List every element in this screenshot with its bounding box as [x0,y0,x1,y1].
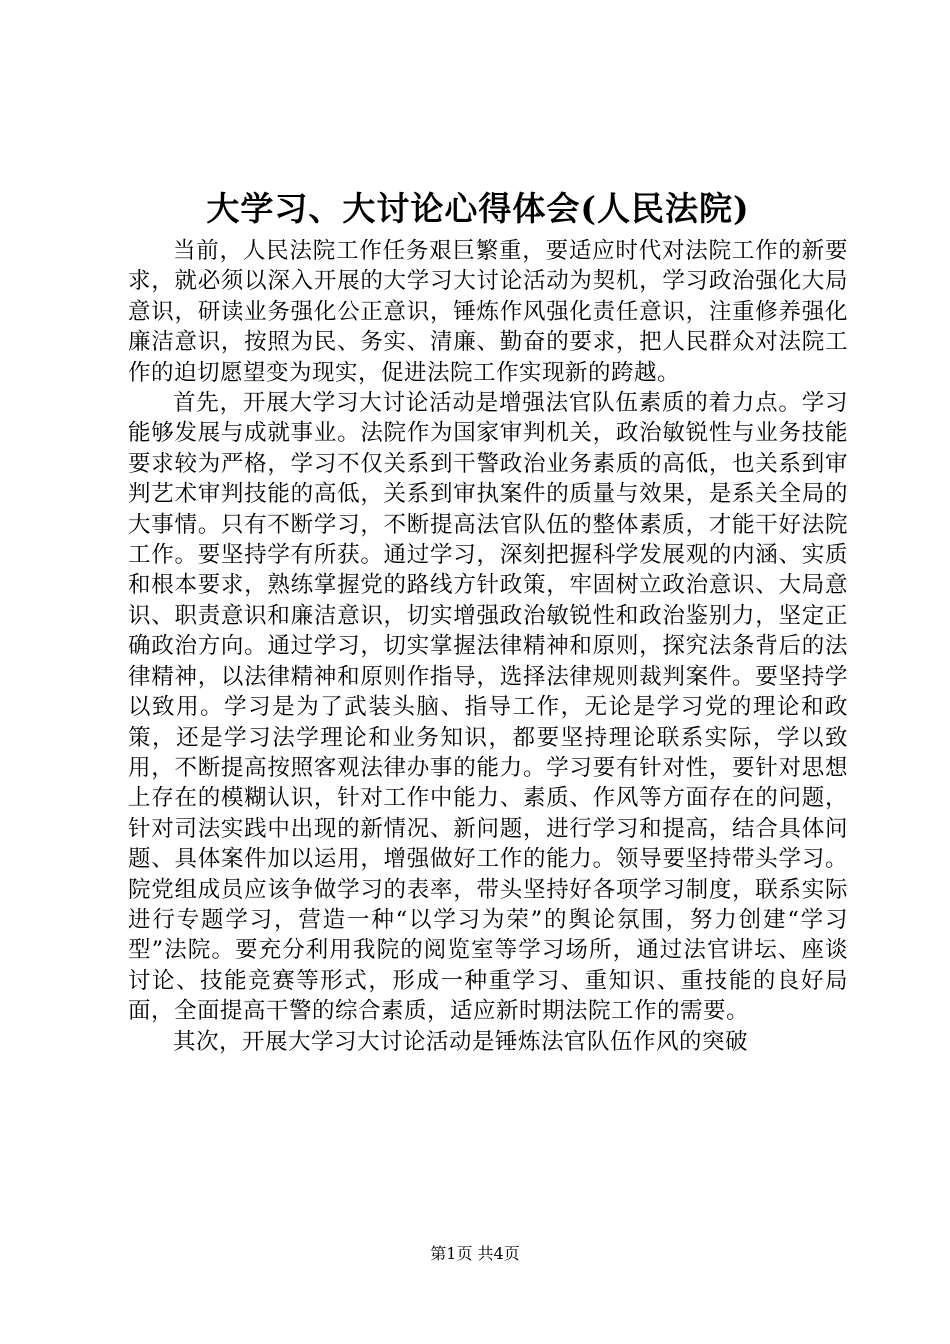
page-number: 第1页 共4页 [430,1244,520,1263]
document-body [128,236,848,1057]
paragraph-second-point: 其次，开展大学习大讨论活动是锤炼法官队伍作风的突破 [173,1028,749,1055]
document-title: 大学习、大讨论心得体会(人民法院) [206,189,750,228]
paragraph-first-point: 首先，开展大学习大讨论活动是增强法官队伍素质的着力点。学习能够发展与成就事业。法院作为国家审判机关，政治敏锐性与业务技能要求较为严格，学习不仅关系到干警政治业务素质的高低，也关系到审判艺术审判技能的高低，关系到审执案件的质量与效果，是系关全局的大事情。只有不断学习，不断提高法官队伍的整体素质，才能干好法院工作。要坚持学有所获。通过学习，深刻把握科学发展观的内涵、实质和根本要求，熟练掌握党的路线方针政策，牢固树立政治意识、大局意识、职责意识和廉洁意识，切实增强政治敏锐性和政治鉴别力，坚定正确政治方向。通过学习，切实掌握法律精神和原则，探究法条背后的法律精神，以法律精神和原则作指导，选择法律规则裁判案件。要坚持学以致用。学习是为了武装头脑、指导工作，无论是学习党的理论和政策，还是学习法学理论和业务知识，都要坚持理论联系实际，学以致用，不断提高按照客观法律办事的能力。学习要有针对性，要针对思想上存在的模糊认识，针对工作中能力、素质、作风等方面存在的问题，针对司法实践中出现的新情况、新问题，进行学习和提高，结合具体问题、具体案件加以运用，增强做好工作的能力。领导要坚持带头学习。院党组成员应该争做学习的表率，带头坚持好各项学习制度，联系实际进行专题学习，营造一种“以学习为荣”的舆论氛围，努力创建“学习型”法院。要充分利用我院的阅览室等学习场所，通过法官讲坛、座谈讨论、技能竞赛等形式，形成一种重学习、重知识、重技能的良好局面，全面提高干警的综合素质，适应新时期法院工作的需要。 [128,390,848,1025]
paragraph-intro: 当前，人民法院工作任务艰巨繁重，要适应时代对法院工作的新要求，就必须以深入开展的大学习大讨论活动为契机，学习政治强化大局意识，研读业务强化公正意识，锤炼作风强化责任意识，注重修养强化廉洁意识，按照为民、务实、清廉、勤奋的要求，把人民群众对法院工作的迫切愿望变为现实，促进法院工作实现新的跨越。 [128,238,848,386]
